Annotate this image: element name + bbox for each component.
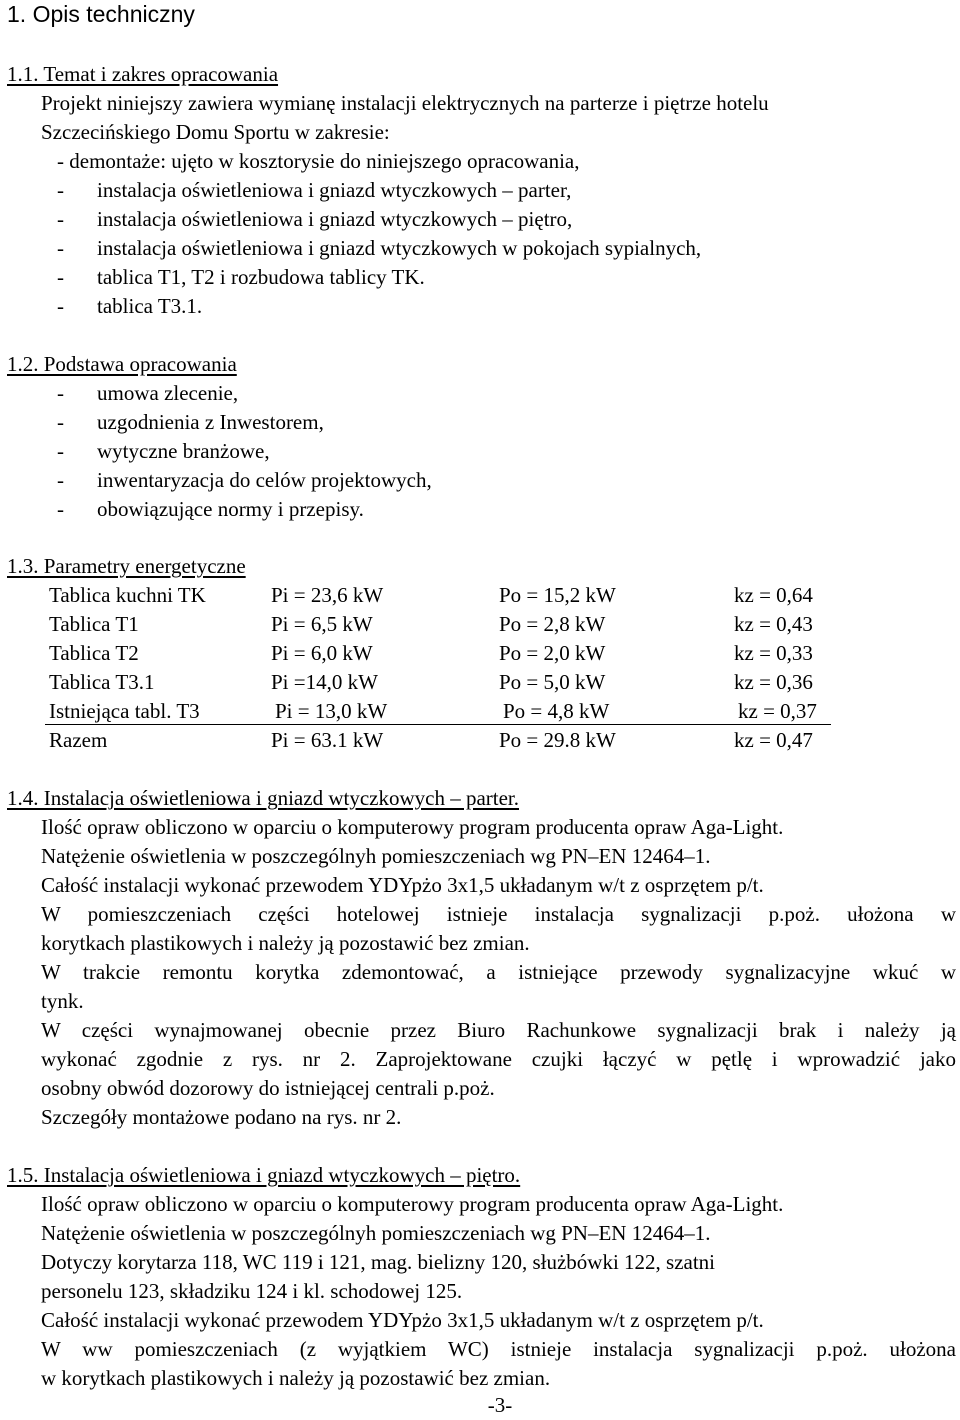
paragraph-line: wykonać zgodnie z rys. nr 2. Zaprojektowane czujki łączyć w pętlę i wprowadzić jako [41, 1047, 956, 1071]
table-cell-po: Po = 15,2 kW [499, 583, 616, 607]
table-cell-name: Tablica T2 [49, 641, 139, 665]
paragraph-line: Ilość opraw obliczono w oparciu o komputerowy program producenta opraw Aga-Light. [41, 1192, 784, 1216]
page-number: -3- [487, 1393, 513, 1417]
list-dash: - [57, 468, 64, 492]
list-item: uzgodnienia z Inwestorem, [97, 410, 324, 434]
list-item: umowa zlecenie, [97, 381, 239, 405]
paragraph-line: Ilość opraw obliczono w oparciu o komputerowy program producenta opraw Aga-Light. [41, 815, 784, 839]
list-dash: - [57, 207, 64, 231]
table-cell-pi: Pi = 23,6 kW [271, 583, 384, 607]
paragraph-line: W pomieszczeniach części hotelowej istnieje instalacja sygnalizacji p.poż. ułożona w [41, 902, 956, 926]
paragraph-line: osobny obwód dozorowy do istniejącej centrali p.poż. [41, 1076, 495, 1100]
paragraph-line: W części wynajmowanej obecnie przez Biuro Rachunkowe sygnalizacji brak i należy ją [41, 1018, 956, 1042]
list-dash: - [57, 294, 64, 318]
list-dash: - [57, 410, 64, 434]
list-item: obowiązujące normy i przepisy. [97, 497, 364, 521]
paragraph-line: w korytkach plastikowych i należy ją pozostawić bez zmian. [41, 1366, 551, 1390]
paragraph-line: Natężenie oświetlenia w poszczególnyh pomieszczeniach wg PN–EN 12464–1. [41, 844, 711, 868]
table-cell-name: Istniejąca tabl. T3 [49, 699, 200, 723]
table-cell-pi: Pi = 63.1 kW [271, 728, 384, 752]
list-item: instalacja oświetleniowa i gniazd wtyczkowych – piętro, [97, 207, 573, 231]
table-cell-po: Po = 5,0 kW [499, 670, 606, 694]
table-cell-pi: Pi = 13,0 kW [275, 699, 388, 723]
paragraph-line: Szczegóły montażowe podano na rys. nr 2. [41, 1105, 402, 1129]
table-cell-kz: kz = 0,43 [734, 612, 813, 636]
table-cell-name: Razem [49, 728, 108, 752]
list-dash: - [57, 497, 64, 521]
list-item: inwentaryzacja do celów projektowych, [97, 468, 432, 492]
table-cell-kz: kz = 0,64 [734, 583, 813, 607]
paragraph-line: Całość instalacji wykonać przewodem YDYpżo 3x1,5 układanym w/t z osprzętem p/t. [41, 1308, 764, 1332]
intro-line: Projekt niniejszy zawiera wymianę instalacji elektrycznych na parterze i piętrze hotelu [41, 91, 769, 115]
section-heading-1-3: 1.3. Parametry energetyczne [7, 554, 246, 578]
table-cell-po: Po = 29.8 kW [499, 728, 616, 752]
list-dash: - [57, 381, 64, 405]
table-cell-kz: kz = 0,33 [734, 641, 813, 665]
paragraph-line: Natężenie oświetlenia w poszczególnyh pomieszczeniach wg PN–EN 12464–1. [41, 1221, 711, 1245]
paragraph-line: W trakcie remontu korytka zdemontować, a istniejące przewody sygnalizacyjne wkuć w [41, 960, 956, 984]
list-item: instalacja oświetleniowa i gniazd wtyczkowych w pokojach sypialnych, [97, 236, 702, 260]
table-cell-po: Po = 4,8 kW [503, 699, 610, 723]
table-cell-kz: kz = 0,37 [738, 699, 817, 723]
paragraph-line: personelu 123, składziku 124 i kl. schodowej 125. [41, 1279, 463, 1303]
list-item: - demontaże: ujęto w kosztorysie do niniejszego opracowania, [57, 149, 580, 173]
section-heading-1-1: 1.1. Temat i zakres opracowania [7, 62, 279, 86]
list-dash: - [57, 265, 64, 289]
list-dash: - [57, 236, 64, 260]
table-cell-kz: kz = 0,47 [734, 728, 813, 752]
table-cell-pi: Pi =14,0 kW [271, 670, 378, 694]
paragraph-line: korytkach plastikowych i należy ją pozostawić bez zmian. [41, 931, 530, 955]
table-cell-name: Tablica T3.1 [49, 670, 155, 694]
paragraph-line: Dotyczy korytarza 118, WC 119 i 121, mag. bielizny 120, służbówki 122, szatni [41, 1250, 716, 1274]
section-heading-1-5: 1.5. Instalacja oświetleniowa i gniazd wtyczkowych – piętro. [7, 1163, 521, 1187]
list-item: tablica T3.1. [97, 294, 203, 318]
table-cell-name: Tablica kuchni TK [49, 583, 206, 607]
paragraph-line: tynk. [41, 989, 84, 1013]
document-title: 1. Opis techniczny [7, 1, 195, 27]
paragraph-line: Całość instalacji wykonać przewodem YDYpżo 3x1,5 układanym w/t z osprzętem p/t. [41, 873, 764, 897]
table-cell-po: Po = 2,8 kW [499, 612, 606, 636]
table-cell-name: Tablica T1 [49, 612, 139, 636]
list-item: wytyczne branżowe, [97, 439, 270, 463]
section-heading-1-4: 1.4. Instalacja oświetleniowa i gniazd wtyczkowych – parter. [7, 786, 519, 810]
list-item: instalacja oświetleniowa i gniazd wtyczkowych – parter, [97, 178, 572, 202]
list-dash: - [57, 439, 64, 463]
table-cell-pi: Pi = 6,5 kW [271, 612, 373, 636]
paragraph-line: W ww pomieszczeniach (z wyjątkiem WC) istnieje instalacja sygnalizacji p.poż. ułożona [41, 1337, 956, 1361]
list-item: tablica T1, T2 i rozbudowa tablicy TK. [97, 265, 425, 289]
table-cell-pi: Pi = 6,0 kW [271, 641, 373, 665]
table-cell-kz: kz = 0,36 [734, 670, 813, 694]
section-heading-1-2: 1.2. Podstawa opracowania [7, 352, 237, 376]
sum-divider-line [45, 724, 831, 725]
list-dash: - [57, 178, 64, 202]
table-cell-po: Po = 2,0 kW [499, 641, 606, 665]
intro-line: Szczecińskiego Domu Sportu w zakresie: [41, 120, 390, 144]
